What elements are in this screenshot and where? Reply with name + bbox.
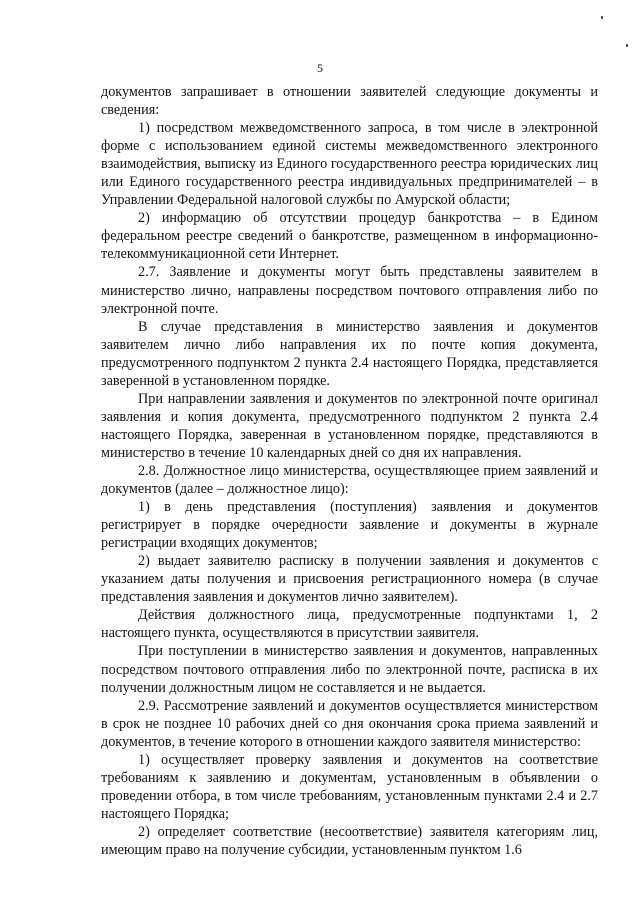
paragraph: Действия должностного лица, предусмотренные подпунктами 1, 2 настоящего пункта, осуществляются в присутствии заявителя.: [101, 607, 598, 642]
paragraph: В случае представления в министерство заявления и документов заявителем лично либо направления их по почте копия документа, предусмотренного подпунктом 2 пункта 2.4 настоящего Порядка, представляется заверенной в установленном порядке.: [101, 318, 598, 389]
scan-speck-mark: [601, 16, 603, 19]
paragraph: документов запрашивает в отношении заявителей следующие документы и сведения:: [101, 84, 598, 119]
paragraph: 2.8. Должностное лицо министерства, осуществляющее прием заявлений и документов (далее – должностное лицо):: [101, 462, 598, 498]
paragraph: 1) осуществляет проверку заявления и документов на соответствие требованиям к заявлению и документам, установленным в объявлении о проведении отбора, в том числе требованиям, установленным пунктами 2.4 и 2.7 настоящего Порядка;: [101, 751, 598, 822]
document-body: [101, 83, 598, 859]
paragraph: 2.7. Заявление и документы могут быть представлены заявителем в министерство лично, направлены посредством почтового отправления либо по электронной почте.: [101, 264, 598, 317]
paragraph: 2) выдает заявителю расписку в получении заявления и документов с указанием даты получения и присвоения регистрационного номера (в случае представления заявления и документов лично заявителем).: [101, 553, 598, 606]
paragraph: 1) посредством межведомственного запроса, в том числе в электронной форме с использованием единой системы межведомственного электронного взаимодействия, выписку из Единого государственного реестра юридических лиц или Единого государственного реестра индивидуальных предпринимателей – в Управлении Федеральной налоговой службы по Амурской области;: [101, 120, 598, 209]
paragraph: 2) определяет соответствие (несоответствие) заявителя категориям лиц, имеющим право на получение субсидии, установленным пунктом 1.6: [101, 823, 598, 858]
paragraph: При поступлении в министерство заявления и документов, направленных посредством почтового отправления либо по электронной почте, расписка в их получении должностным лицом не составляется и не выдается.: [101, 643, 598, 696]
paragraph: 1) в день представления (поступления) заявления и документов регистрирует в порядке очередности заявление и документы в журнале регистрации входящих документов;: [101, 499, 598, 552]
paragraph: 2.9. Рассмотрение заявлений и документов осуществляется министерством в срок не позднее 10 рабочих дней со дня окончания срока приема заявлений и документов, в течение которого в отношении каждого заявителя министерство:: [101, 697, 598, 750]
scan-speck-mark: [626, 44, 628, 47]
paragraph: 2) информацию об отсутствии процедур банкротства – в Едином федеральном реестре сведений о банкротстве, размещенном в информационно-телекоммуникационной сети Интернет.: [101, 210, 598, 263]
page-number: 5: [317, 61, 323, 75]
paragraph: При направлении заявления и документов по электронной почте оригинал заявления и копия документа, предусмотренного подпунктом 2 пункта 2.4 настоящего Порядка, заверенная в установленном порядке, представляются в министерство в течение 10 календарных дней со дня их направления.: [101, 390, 598, 461]
